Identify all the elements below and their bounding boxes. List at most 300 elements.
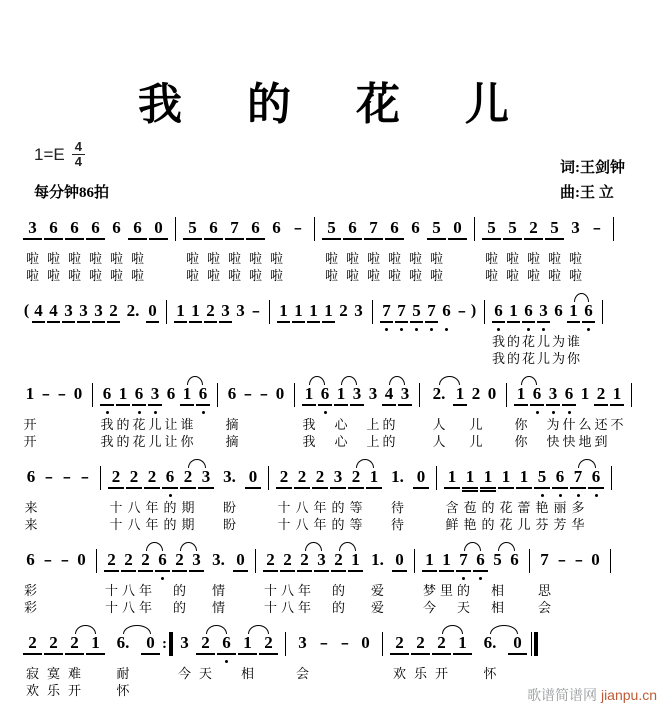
lyric-syllable [149, 682, 152, 699]
lyric-syllable [195, 582, 198, 599]
octave-dot-slot [364, 575, 391, 582]
lyric-syllable: 啦 [206, 251, 220, 266]
octave-dot-slot [443, 492, 461, 499]
octave-dot-slot [215, 492, 244, 499]
lyric-syllable [44, 416, 47, 433]
octave-dot-slot [363, 243, 384, 250]
lyric-syllable [278, 433, 281, 450]
note-token: 0 [70, 374, 86, 450]
credits [560, 156, 625, 206]
lyric-syllable: 年 [145, 517, 159, 532]
lyric-syllable [209, 333, 212, 350]
lyric-syllable: 儿 [517, 517, 531, 532]
note-token: 2 欢 [389, 623, 410, 699]
lyric-syllable [52, 350, 55, 367]
lyric-syllable [246, 433, 249, 450]
lyric-syllable [183, 682, 186, 699]
low-octave-dot [324, 411, 327, 414]
lyric-syllable [254, 333, 257, 350]
lyric-syllable: 啦 [227, 268, 241, 283]
low-octave-dot [541, 494, 544, 497]
low-octave-dot [154, 411, 157, 414]
note-token: 7 多 华 [569, 457, 587, 533]
octave-dot-slot [22, 409, 38, 416]
octave-dot-slot [342, 243, 363, 250]
barline [169, 208, 182, 241]
octave-dot-slot [291, 326, 306, 333]
octave-dot-slot [64, 658, 85, 665]
lyric-syllable: 儿 [148, 417, 162, 432]
note-token: 2 八 八 [125, 457, 143, 533]
octave-dot-slot [120, 575, 137, 582]
lyric-syllable: 今 [422, 600, 436, 615]
note-token: 6 丽 芳 [551, 457, 569, 533]
lyric-syllable [267, 665, 270, 682]
note-token: 1 谁 你 [179, 374, 195, 450]
octave-dot-slot [424, 326, 439, 333]
lyric-syllable: 十 [104, 600, 118, 615]
octave-dot-slot [106, 243, 127, 250]
lyric-syllable [343, 665, 346, 682]
note-token: 2 还 到 [594, 384, 608, 449]
note-token: 6 啦 啦 [43, 208, 64, 284]
note-token: 3 [397, 374, 413, 450]
lyric-syllable: 啦 [568, 268, 582, 283]
lyric-syllable [80, 599, 83, 616]
lyric-syllable: 开 [434, 666, 448, 681]
octave-dot-slot [507, 658, 528, 665]
octave-dot-slot [515, 492, 533, 499]
note-token: 6. 耐 怀 [106, 623, 140, 699]
note-token: 6 让 让 [164, 384, 178, 449]
octave-dot-slot [394, 326, 409, 333]
octave-dot-slot [468, 409, 484, 416]
lyric-syllable: 你 [514, 434, 528, 449]
octave-dot-slot [452, 409, 468, 416]
lyric-syllable: 八 [280, 600, 294, 615]
lyric-syllable: 花 [499, 517, 513, 532]
lyric-syllable [445, 350, 448, 367]
lyric-syllable: 彩 [23, 600, 37, 615]
lyric-syllable: 情 [211, 600, 225, 615]
octave-dot-slot [506, 575, 523, 582]
lyric-syllable [594, 499, 597, 516]
time-signature-top: 4 [72, 140, 85, 155]
lyric-syllable: 啦 [248, 251, 262, 266]
note-token: 7 [394, 291, 409, 367]
octave-dot-slot [333, 409, 349, 416]
barline [607, 208, 620, 241]
octave-dot-slot [481, 243, 502, 250]
note-token: 0 [391, 540, 408, 616]
lyric-syllable: 梦 [422, 583, 436, 598]
lyric-syllable: 相 [490, 600, 504, 615]
low-octave-dot [542, 328, 545, 331]
note-token: 2 寞 乐 [43, 623, 64, 699]
octave-dot-slot [489, 575, 506, 582]
lyric-syllable: 相 [490, 583, 504, 598]
lyric-syllable: 怀 [483, 666, 497, 681]
lyric-syllable: 的 [172, 583, 186, 598]
lyric-syllable [161, 599, 164, 616]
lyric-syllable: 啦 [185, 268, 199, 283]
duration-dash: - [39, 540, 56, 616]
octave-dot-slot [593, 409, 609, 416]
note-token: 0 [507, 623, 528, 699]
lyric-syllable [82, 333, 85, 350]
octave-dot-slot [43, 243, 64, 250]
note-token: 3. 盼 盼 [215, 457, 244, 533]
lyric-syllable: 让 [164, 417, 178, 432]
lyric-syllable: 啦 [505, 268, 519, 283]
note-token: 3 为 快 [546, 384, 560, 449]
note-token: 1 [321, 291, 336, 367]
note-token: 3. 情 情 [205, 540, 232, 616]
lyric-syllable: 还 [594, 417, 608, 432]
lyric-syllable [323, 433, 326, 450]
note-token: 2 年 年 [296, 540, 313, 616]
note-token: 6 花 花 [521, 301, 535, 366]
lyric-syllable: 怀 [116, 683, 130, 698]
lyric-syllable [354, 582, 357, 599]
lyric-syllable [209, 350, 212, 367]
octave-dot-slot [566, 326, 581, 333]
octave-dot-slot [233, 326, 248, 333]
lyric-syllable [52, 333, 55, 350]
lyric-syllable [296, 267, 299, 284]
note-token: 6 [216, 623, 237, 699]
note-token: 2 八 八 [121, 550, 135, 615]
lyric-syllable [354, 599, 357, 616]
barline [376, 623, 389, 656]
low-octave-dot [577, 494, 580, 497]
barline [468, 208, 481, 241]
lyric-syllable: 待 [390, 500, 404, 515]
lyric-syllable [76, 416, 79, 433]
watermark-site-name: 歌谱简谱网 [527, 687, 598, 703]
duration-dash: - [56, 540, 73, 616]
octave-dot-slot [553, 575, 570, 582]
low-octave-dot [385, 328, 388, 331]
note-token: 0 [484, 374, 500, 450]
note-token: 5 啦 啦 [481, 208, 502, 284]
note-token: 2 期 期 [179, 457, 197, 533]
lyric-syllable [460, 350, 463, 367]
note-token: 1 梦 今 [422, 550, 436, 615]
lyric-syllable: 啦 [130, 268, 144, 283]
octave-dot-slot [351, 326, 366, 333]
octave-dot-slot [85, 243, 106, 250]
octave-dot-slot [365, 409, 381, 416]
lyric-syllable: 的 [382, 417, 396, 432]
tempo-marking: 每分钟86拍 [34, 185, 110, 201]
octave-dot-slot [473, 658, 507, 665]
lyric-syllable [83, 499, 86, 516]
lyric-syllable: 十 [109, 517, 123, 532]
note-token: 0 [244, 457, 262, 533]
octave-dot-slot [224, 243, 245, 250]
composer-credit: 曲:王 立 [560, 185, 614, 201]
lyric-syllable: 十 [277, 500, 291, 515]
lyric-syllable [594, 599, 597, 616]
barline [263, 291, 276, 324]
duration-dash: - [38, 374, 54, 450]
note-token: 1. 爱 爱 [364, 540, 391, 616]
lyric-syllable: 花 [521, 334, 535, 349]
note-token: 1 [452, 623, 473, 699]
note-token: 3 的 的 [329, 457, 347, 533]
lyric-syllable [594, 516, 597, 533]
octave-dot-slot [455, 575, 472, 582]
lyric-syllable: 鲜 [445, 517, 459, 532]
lyric-syllable: 十 [109, 500, 123, 515]
note-token: 1 谁 你 [566, 291, 581, 367]
lyric-syllable: 为 [551, 334, 565, 349]
note-token: 1. 待 待 [383, 457, 412, 533]
lyric-syllable [131, 333, 134, 350]
octave-dot-slot [237, 658, 258, 665]
lyric-syllable [201, 416, 204, 433]
lyric-syllable: 啦 [67, 268, 81, 283]
octave-dot-slot [173, 326, 188, 333]
note-token: 6 [581, 291, 596, 367]
octave-dot-slot [195, 658, 216, 665]
lyric-syllable [488, 682, 491, 699]
lyric-syllable [47, 499, 50, 516]
lyric-syllable [445, 333, 448, 350]
lyric-syllable [224, 333, 227, 350]
lyric-syllable [461, 665, 464, 682]
lyric-syllable: 啦 [109, 251, 123, 266]
octave-dot-slot [587, 492, 605, 499]
lyric-syllable [355, 433, 358, 450]
octave-dot-slot [131, 409, 147, 416]
lyric-syllable [430, 333, 433, 350]
lyric-syllable: 年 [138, 583, 152, 598]
music-line-5 [22, 540, 652, 616]
octave-dot-slot [452, 658, 473, 665]
lyric-syllable: 啦 [429, 268, 443, 283]
lyric-syllable: 啦 [526, 268, 540, 283]
octave-dot-slot [258, 658, 279, 665]
lyric-syllable [282, 333, 285, 350]
barline [625, 374, 638, 407]
duration-dash: - [40, 457, 58, 533]
lyric-syllable: 你 [180, 434, 194, 449]
lyric-syllable [357, 350, 360, 367]
low-octave-dot [161, 577, 164, 580]
lyric-syllable [80, 582, 83, 599]
lyric-syllable: 十 [263, 583, 277, 598]
octave-dot-slot [513, 409, 529, 416]
octave-dot-slot [349, 409, 365, 416]
octave-dot-slot [148, 243, 169, 250]
lyric-syllable: 八 [121, 583, 135, 598]
low-octave-dot [400, 328, 403, 331]
lyric-syllable: 啦 [366, 268, 380, 283]
lyric-syllable [364, 665, 367, 682]
low-octave-dot [536, 411, 539, 414]
lyric-syllable: 芬 [535, 517, 549, 532]
note-token: 2. [121, 291, 145, 367]
lyric-syllable [385, 350, 388, 367]
low-octave-dot [559, 494, 562, 497]
note-token: 5 啦 啦 [426, 208, 447, 284]
note-token: 1 你 你 [513, 374, 529, 450]
note-token: 2 寂 欢 [22, 623, 43, 699]
barline [288, 374, 301, 407]
lyric-syllable: 八 [127, 500, 141, 515]
lyric-syllable [94, 682, 97, 699]
octave-dot-slot [334, 658, 355, 665]
octave-dot-slot [106, 658, 140, 665]
octave-dot-slot [106, 326, 121, 333]
note-token: 3 上 上 [366, 384, 380, 449]
barline [478, 291, 491, 324]
note-token: 0 [145, 291, 160, 367]
note-token: 2 年 年 [143, 457, 161, 533]
lyric-syllable [516, 665, 519, 682]
octave-dot-slot [454, 326, 469, 333]
octave-dot-slot [224, 409, 240, 416]
lyric-syllable [560, 599, 563, 616]
low-octave-dot [527, 328, 530, 331]
octave-dot-slot [581, 326, 596, 333]
lyric-syllable [595, 267, 598, 284]
octave-dot-slot [276, 326, 291, 333]
note-token: 1 心 心 [333, 374, 349, 450]
octave-dot-slot [145, 326, 160, 333]
note-token: 7 的 天 [455, 540, 472, 616]
note-token: 1 开 开 [23, 384, 37, 449]
note-token: 6 来 来 [22, 457, 40, 533]
lyric-syllable: 啦 [387, 251, 401, 266]
note-token: 6 [472, 540, 489, 616]
lyric-syllable: 的 [331, 500, 345, 515]
note-token: 3 [61, 291, 76, 367]
lyric-syllable: 啦 [46, 268, 60, 283]
lyric-syllable [460, 333, 463, 350]
duration-dash: - [76, 457, 94, 533]
lyric-syllable: 年 [313, 500, 327, 515]
lyric-syllable [430, 350, 433, 367]
note-token: 6 啦 啦 [245, 208, 266, 284]
barline [408, 540, 421, 573]
octave-dot-slot [545, 409, 561, 416]
note-token: 3 [188, 540, 205, 616]
lyric-syllable: 上 [366, 434, 380, 449]
octave-dot-slot [140, 658, 161, 665]
lyric-syllable [151, 333, 154, 350]
low-octave-dot [479, 577, 482, 580]
lyric-syllable [157, 250, 160, 267]
octave-dot-slot [179, 492, 197, 499]
lyric-syllable: 啦 [324, 251, 338, 266]
lyric-syllable: 十 [277, 517, 291, 532]
music-line-2 [22, 291, 652, 367]
lyric-syllable: 为 [546, 417, 560, 432]
lyric-syllable [513, 582, 516, 599]
note-token: 0 [587, 540, 604, 616]
lyric-syllable [239, 582, 242, 599]
octave-dot-slot [317, 409, 333, 416]
lyric-syllable: 的 [456, 583, 470, 598]
lyric-syllable [461, 682, 464, 699]
lyric-syllable: 十 [263, 600, 277, 615]
lyric-syllable [479, 582, 482, 599]
octave-dot-slot [262, 575, 279, 582]
note-token: 1 [347, 540, 364, 616]
note-token: 1 里 [438, 540, 455, 616]
lyric-syllable: 地 [578, 434, 592, 449]
note-token: 6 的 的 [161, 457, 179, 533]
low-octave-dot [169, 494, 172, 497]
lyric-syllable: 来 [24, 517, 38, 532]
final-barline [528, 623, 541, 656]
octave-dot-slot [565, 243, 586, 250]
low-octave-dot [106, 411, 109, 414]
lyric-syllable: 我 [100, 417, 114, 432]
note-token: 6 [195, 374, 211, 450]
octave-dot-slot [397, 409, 413, 416]
lyricist-credit: 词:王剑钟 [560, 160, 625, 176]
octave-dot-slot [216, 658, 237, 665]
time-signature-bottom: 4 [74, 154, 82, 169]
note-token: 6 为 为 [551, 301, 565, 366]
note-token: 6 啦 啦 [127, 208, 148, 284]
note-token: 6 啦 啦 [342, 208, 363, 284]
lyric-syllable: 我 [491, 351, 505, 366]
lyric-syllable [65, 516, 68, 533]
note-token: 6 [439, 291, 454, 367]
barline [94, 457, 107, 490]
lyric-syllable [296, 250, 299, 267]
note-token: 3 啦 啦 [565, 208, 586, 284]
lyric-syllable: 啦 [408, 251, 422, 266]
lyric-syllable [46, 599, 49, 616]
octave-dot-slot [22, 243, 43, 250]
octave-dot-slot [248, 326, 263, 333]
note-token: 2 年 年 [311, 457, 329, 533]
octave-dot-slot [147, 409, 163, 416]
octave-dot-slot [39, 575, 56, 582]
octave-dot-slot [609, 409, 625, 416]
lyric-syllable: 八 [295, 500, 309, 515]
lyric-syllable: 情 [211, 583, 225, 598]
note-token: 5 相 相 [489, 540, 506, 616]
note-token: 0 [355, 623, 376, 699]
lyric-syllable: 含 [445, 500, 459, 515]
note-token: 2 八 八 [280, 550, 294, 615]
lyric-syllable [246, 416, 249, 433]
lyric-syllable [355, 416, 358, 433]
note-token: 2 天 [195, 623, 216, 699]
lyric-syllable [194, 350, 197, 367]
lyric-syllable: 华 [571, 517, 585, 532]
octave-dot-slot [381, 409, 397, 416]
note-token: 0 [412, 457, 430, 533]
lyric-syllable [239, 599, 242, 616]
lyric-syllable: 苞 [463, 500, 477, 515]
note-token: 2 开 [431, 623, 452, 699]
lyric-syllable: 啦 [227, 251, 241, 266]
lyric-syllable: 我 [302, 417, 316, 432]
note-token: 6 我 我 [100, 384, 114, 449]
lyric-syllable [65, 499, 68, 516]
duration-dash: - [553, 540, 570, 616]
lyric-syllable [262, 416, 265, 433]
note-token: 4 的 的 [381, 374, 397, 450]
